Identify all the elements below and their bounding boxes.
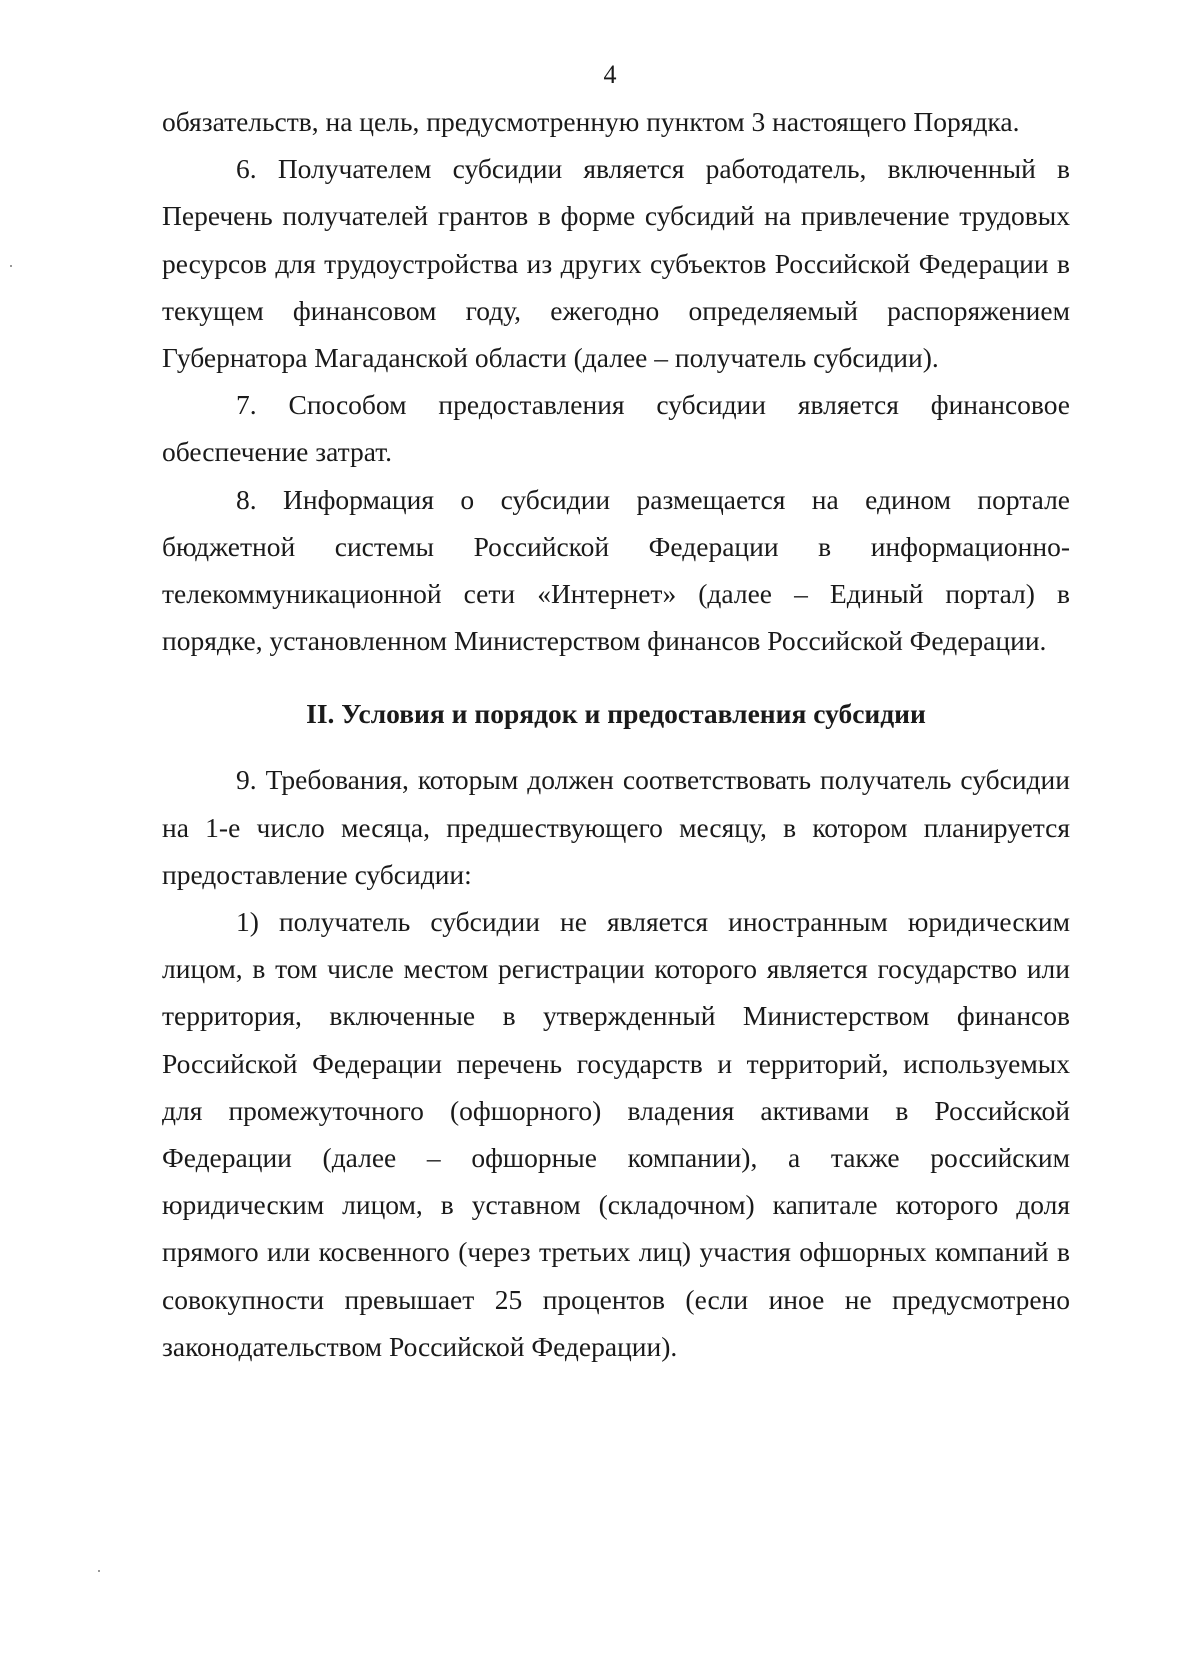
- section-heading: II. Условия и порядок и предоставления субсидии: [306, 698, 926, 730]
- paragraph-7: 7. Способом предоставления субсидии является финансовое обеспечение затрат.: [162, 389, 1070, 468]
- scan-speck: [10, 265, 12, 267]
- paragraph-9-1: 1) получатель субсидии не является иностранным юридическим лицом, в том числе местом регистрации которого является государство или территория, включенные в утвержденный Министерством финансов Российской Федерации перечень государств и территорий, используемых для промежуточного (офшорного) владения активами в Российской Федерации (далее – офшорные компании), а также российским юридическим лицом, в уставном (складочном) капитале которого доля прямого или косвенного (через третьих лиц) участия офшорных компаний в совокупности превышает 25 процентов (если иное не предусмотрено законодательством Российской Федерации).: [162, 906, 1070, 1362]
- paragraph-continuation: обязательств, на цель, предусмотренную пунктом 3 настоящего Порядка.: [162, 106, 1020, 137]
- paragraph-6: 6. Получателем субсидии является работодатель, включенный в Перечень получателей грантов в форме субсидий на привлечение трудовых ресурсов для трудоустройства из других субъектов Российской Федерации в текущем финансовом году, ежегодно определяемый распоряжением Губернатора Магаданской области (далее – получатель субсидии).: [162, 153, 1070, 374]
- scan-speck: [98, 1570, 100, 1572]
- paragraph-8: 8. Информация о субсидии размещается на едином портале бюджетной системы Российской Федерации в информационно-телекоммуникационной сети «Интернет» (далее – Единый портал) в порядке, установленном Министерством финансов Российской Федерации.: [162, 483, 1070, 657]
- document-body: [162, 98, 1070, 1370]
- paragraph-9: 9. Требования, которым должен соответствовать получатель субсидии на 1-е число месяца, предшествующего месяцу, в котором планируется предоставление субсидии:: [162, 764, 1070, 890]
- page-number: 4: [603, 60, 617, 89]
